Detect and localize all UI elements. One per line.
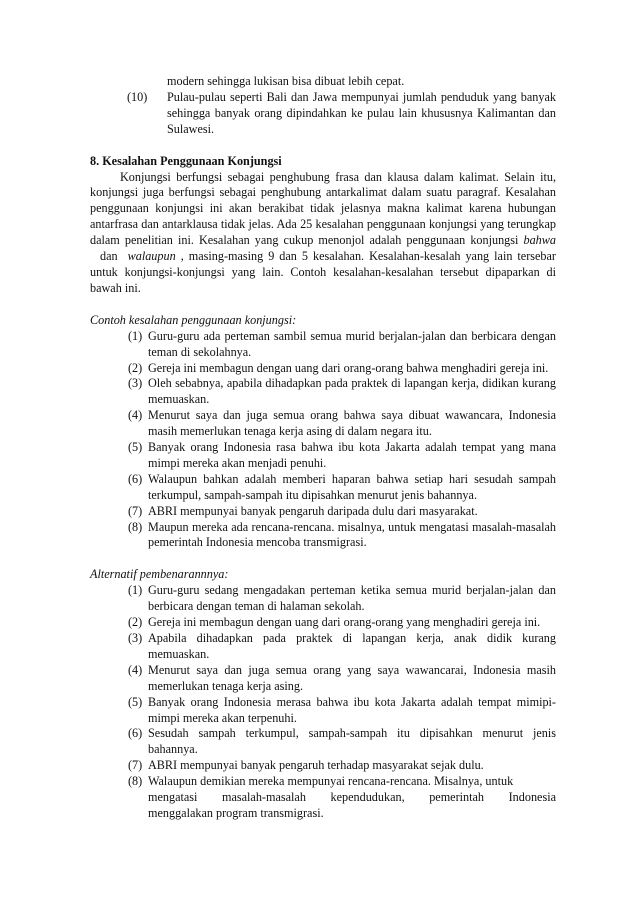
item-number: (3) xyxy=(128,376,143,391)
paragraph-text-mid: dan xyxy=(90,249,128,264)
item-number: (3) xyxy=(128,631,143,645)
section-paragraph xyxy=(90,170,556,297)
paragraph-text-2: , masing-masing 9 dan 5 kesalahan. Kesalahan-kesalah yang lain tersebar untuk konjungsi-konjungsi yang lain. Contoh kesalahan-kesalahan tersebut dipaparkan di bawah ini. xyxy=(90,249,556,295)
item-number: (5) xyxy=(128,440,143,455)
term-walaupun: walaupun xyxy=(127,249,176,264)
examples-list xyxy=(90,329,556,552)
list-item xyxy=(90,774,556,822)
word: mengatasi xyxy=(148,790,198,805)
list-item xyxy=(90,663,556,695)
item-text-line-spread xyxy=(148,790,556,806)
item-text: Pulau-pulau seperti Bali dan Jawa mempunyai jumlah penduduk yang banyak sehingga banyak orang dipindahkan ke pulau lain khususnya Kalimantan dan Sulawesi. xyxy=(167,89,556,136)
list-item xyxy=(90,615,556,631)
item-number: (5) xyxy=(128,694,143,709)
item-text: Gereja ini membagun dengan uang dari orang-orang bahwa menghadiri gereja ini. xyxy=(148,360,549,375)
list-item xyxy=(90,440,556,472)
item-number: (6) xyxy=(128,471,143,486)
item-number: (8) xyxy=(128,519,143,534)
item-number: (2) xyxy=(128,360,143,375)
word: pemerintah xyxy=(429,790,485,805)
item-number: (4) xyxy=(128,408,143,423)
item-text: Sesudah sampah terkumpul, sampah-sampah itu dipisahkan menurut jenis bahannya. xyxy=(148,726,556,757)
item-number: (1) xyxy=(128,328,143,343)
list-item xyxy=(90,329,556,361)
item-number: (10) xyxy=(127,89,148,104)
term-bahwa: bahwa xyxy=(523,233,556,248)
item-number: (8) xyxy=(128,774,143,789)
item-text: Gereja ini membagun dengan uang dari orang-orang yang menghadiri gereja ini. xyxy=(148,615,541,630)
item-text: Walaupun bahkan adalah memberi haparan bahwa setiap hari sesudah sampah terkumpul, sampah-sampah itu dipisahkan menurut jenis bahannya. xyxy=(148,471,556,502)
list-item xyxy=(90,631,556,663)
numbered-item-10 xyxy=(90,90,556,138)
list-item xyxy=(90,361,556,377)
item-text: Banyak orang Indonesia rasa bahwa ibu kota Jakarta adalah tempat yang mana mimpi mereka akan menjadi penuhi. xyxy=(148,440,556,470)
page-content xyxy=(90,74,556,822)
list-item xyxy=(90,504,556,520)
item-number: (7) xyxy=(128,758,143,773)
list-item xyxy=(90,376,556,408)
list-item xyxy=(90,726,556,758)
item-text: ABRI mempunyai banyak pengaruh daripada dulu dari masyarakat. xyxy=(148,503,478,518)
item-text: Menurut saya dan juga semua orang bahwa saya dibuat wawancara, Indonesia masih memerlukan tenaga kerja asing di dalam negara itu. xyxy=(148,408,556,439)
item-text: Menurut saya dan juga semua orang yang saya wawancarai, Indonesia masih memerlukan tenaga kerja asing. xyxy=(148,662,556,693)
section-heading: 8. Kesalahan Penggunaan Konjungsi xyxy=(90,153,282,168)
item-number: (4) xyxy=(128,662,143,677)
item-text: Oleh sebabnya, apabila dihadapkan pada praktek di lapangan kerja, didikan kurang memuaskan. xyxy=(148,376,556,407)
list-item xyxy=(90,583,556,615)
item-text-line: menggalakan program transmigrasi. xyxy=(148,805,324,820)
item-number: (1) xyxy=(128,583,143,598)
item-text: Apabila dihadapkan pada praktek di lapangan kerja, anak didik kurang memuaskan. xyxy=(148,631,556,661)
list-item xyxy=(90,408,556,440)
item-text: ABRI mempunyai banyak pengaruh terhadap masyarakat sejak dulu. xyxy=(148,758,484,773)
alternatives-list xyxy=(90,583,556,822)
word: Indonesia xyxy=(508,790,556,805)
word: kependudukan, xyxy=(330,790,405,805)
list-item xyxy=(90,758,556,774)
item-text: Maupun mereka ada rencana-rencana. misalnya, untuk mengatasi masalah-masalah pemerintah Indonesia mencoba transmigrasi. xyxy=(148,519,556,550)
continuation-line: modern sehingga lukisan bisa dibuat lebih cepat. xyxy=(167,74,405,88)
examples-label: Contoh kesalahan penggunaan konjungsi: xyxy=(90,312,297,327)
paragraph-text-1: Konjungsi berfungsi sebagai penghubung frasa dan klausa dalam kalimat. Selain itu, konjungsi juga berfungsi sebagai penghubung antarkalimat dalam suatu paragraf. Kesalahan penggunaan konjungsi ini akan berakibat tidak jelasnya makna kalimat karena hubungan antarfrasa dan antarklausa tidak jelas. Ada 25 kesalahan penggunaan konjungsi yang terungkap dalam penelitian ini. Kesalahan yang cukup menonjol adalah penggunaan konjungsi xyxy=(90,169,556,248)
item-text: Banyak orang Indonesia merasa bahwa ibu kota Jakarta adalah tempat mimipi-mimpi mereka akan terpenuhi. xyxy=(148,694,556,725)
item-number: (6) xyxy=(128,726,143,741)
item-text: Guru-guru ada perteman sambil semua murid berjalan-jalan dan berbicara dengan teman di sekolahnya. xyxy=(148,328,556,359)
item-number: (7) xyxy=(128,503,143,518)
word: masalah-masalah xyxy=(222,790,306,805)
item-text-line: Walaupun demikian mereka mempunyai rencana-rencana. Misalnya, untuk xyxy=(148,774,514,789)
list-item xyxy=(90,472,556,504)
list-item xyxy=(90,520,556,552)
item-number: (2) xyxy=(128,615,143,630)
list-item xyxy=(90,695,556,727)
item-text: Guru-guru sedang mengadakan perteman ketika semua murid berjalan-jalan dan berbicara dengan teman di halaman sekolah. xyxy=(148,583,556,614)
alternatives-label: Alternatif pembenarannnya: xyxy=(90,567,229,582)
